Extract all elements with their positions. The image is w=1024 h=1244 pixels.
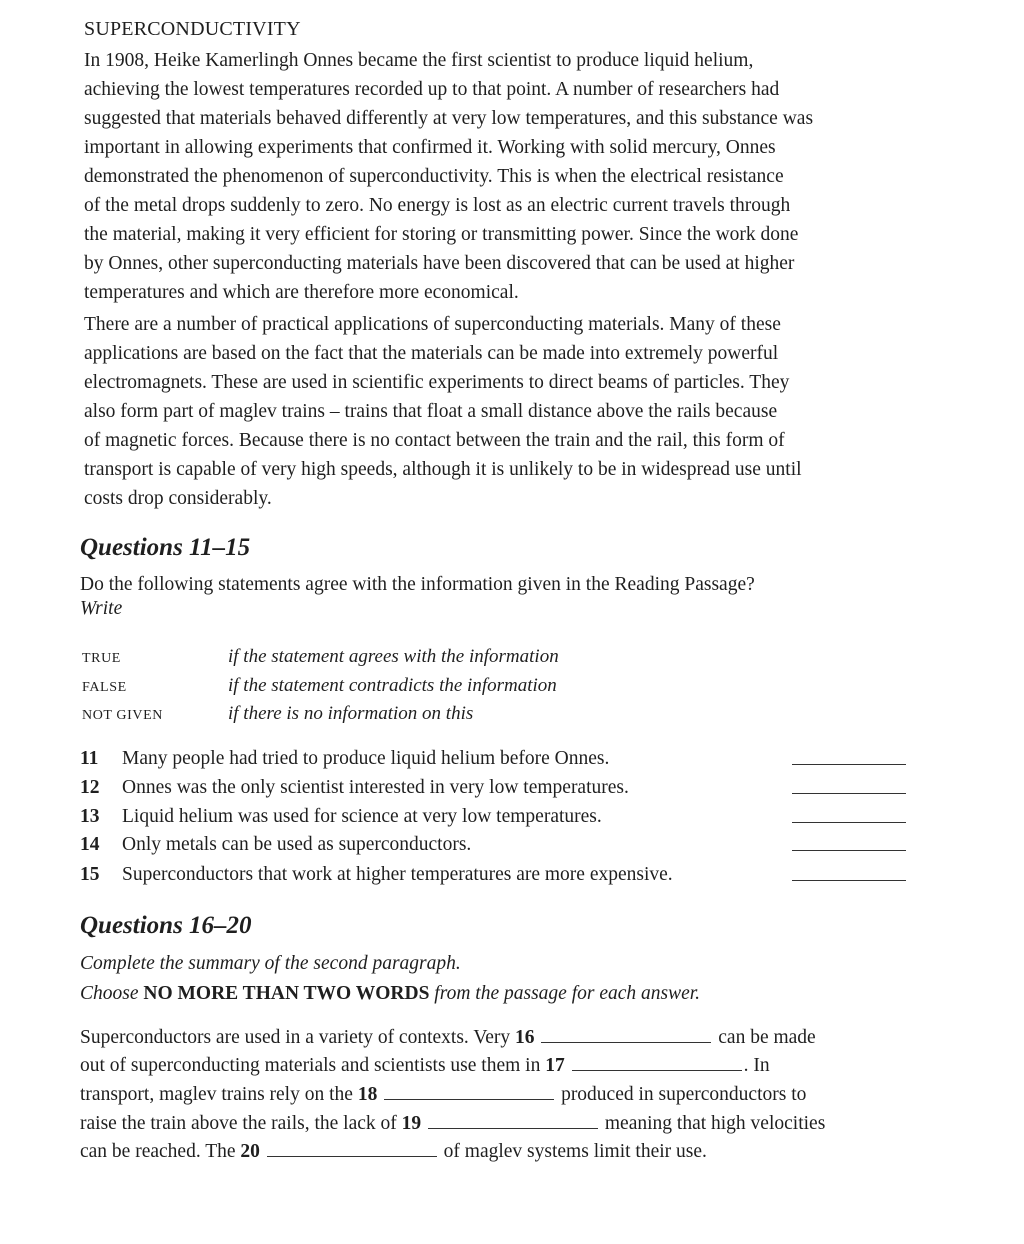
summary-line-17 [80,1055,770,1077]
instruction-pre: Choose [80,983,144,1004]
paragraph-line: by Onnes, other superconducting materials have been discovered that can be used at higher [84,253,795,274]
paragraph-line: costs drop considerably. [84,488,272,509]
question-number: 13 [80,806,100,827]
gap-number-16: 16 [515,1027,535,1048]
gap-blank-20[interactable] [267,1156,437,1157]
summary-text: produced in superconductors to [556,1084,807,1105]
answer-blank-14[interactable] [792,850,906,851]
paragraph-line: electromagnets. These are used in scientific experiments to direct beams of particles. They [84,372,790,393]
word-limit-instruction [80,983,700,1005]
paragraph-line: applications are based on the fact that the materials can be made into extremely powerful [84,343,779,364]
question-row-15 [80,864,910,892]
paragraph-line: also form part of maglev trains – trains that float a small distance above the rails because [84,401,778,422]
gap-number-18: 18 [357,1084,378,1105]
question-row-11 [80,748,910,776]
question-row-13 [80,806,910,834]
section-instruction: Do the following statements agree with the information given in the Reading Passage? [80,574,755,595]
write-label: Write [80,598,123,619]
summary-text: transport, maglev trains rely on the [80,1084,358,1105]
summary-text: can be reached. The [80,1141,241,1162]
summary-text: of maglev systems limit their use. [438,1141,707,1162]
summary-text: can be made [713,1027,816,1048]
summary-text: . In [743,1055,770,1076]
legend-row-true [82,646,559,668]
paragraph-line: of magnetic forces. Because there is no contact between the train and the rail, this form of [84,430,785,451]
paragraph-line: important in allowing experiments that confirmed it. Working with solid mercury, Onnes [84,137,776,158]
legend-row-not-given [82,703,473,725]
paragraph-2 [84,310,924,513]
paragraph-line: of the metal drops suddenly to zero. No energy is lost as an electric current travels through [84,195,791,216]
paragraph-line: the material, making it very efficient for storing or transmitting power. Since the work done [84,224,799,245]
paragraph-line: transport is capable of very high speeds, although it is unlikely to be in widespread use until [84,459,802,480]
legend-row-false [82,675,557,697]
paragraph-line: demonstrated the phenomenon of superconductivity. This is when the electrical resistance [84,166,784,187]
gap-blank-16[interactable] [541,1042,711,1043]
passage-title: SUPERCONDUCTIVITY [84,18,301,40]
question-text: Liquid helium was used for science at very low temperatures. [122,806,602,827]
answer-blank-12[interactable] [792,793,906,794]
paragraph-1 [84,46,924,307]
gap-number-19: 19 [401,1113,422,1134]
summary-text: raise the train above the rails, the lack of [80,1113,402,1134]
summary-line-19 [80,1113,825,1135]
answer-blank-15[interactable] [792,880,906,881]
question-row-12 [80,777,910,805]
gap-blank-19[interactable] [428,1128,598,1129]
section-heading-16-20: Questions 16–20 [80,912,252,939]
instruction-post: from the passage for each answer. [429,983,701,1004]
paragraph-line: temperatures and which are therefore more economical. [84,282,519,303]
legend-key: NOT GIVEN [82,708,163,723]
paragraph-line: In 1908, Heike Kamerlingh Onnes became the first scientist to produce liquid helium, [84,50,754,71]
gap-blank-18[interactable] [384,1099,554,1100]
answer-blank-13[interactable] [792,822,906,823]
summary-line-18 [80,1084,806,1106]
question-number: 11 [80,748,99,769]
question-row-14 [80,834,910,862]
answer-blank-11[interactable] [792,764,906,765]
gap-number-20: 20 [240,1141,260,1162]
summary-line-20 [80,1141,707,1163]
question-number: 12 [80,777,100,798]
summary-text: meaning that high velocities [600,1113,826,1134]
summary-instruction: Complete the summary of the second paragraph. [80,953,461,974]
section-heading-11-15: Questions 11–15 [80,534,251,561]
legend-key: FALSE [82,680,127,695]
legend-meaning: if there is no information on this [228,703,474,724]
gap-blank-17[interactable] [572,1070,742,1071]
gap-number-17: 17 [545,1055,565,1076]
paragraph-line: There are a number of practical applications of superconducting materials. Many of these [84,314,781,335]
question-text: Onnes was the only scientist interested in very low temperatures. [122,777,629,798]
legend-meaning: if the statement agrees with the information [228,646,559,667]
summary-line-16 [80,1027,816,1049]
question-text: Superconductors that work at higher temperatures are more expensive. [122,864,673,885]
legend-meaning: if the statement contradicts the information [228,675,557,696]
question-text: Only metals can be used as superconductors. [122,834,472,855]
summary-text: out of superconducting materials and scientists use them in [80,1055,546,1076]
legend-key: TRUE [82,651,121,666]
question-text: Many people had tried to produce liquid helium before Onnes. [122,748,610,769]
question-number: 15 [80,864,100,885]
paragraph-line: suggested that materials behaved differently at very low temperatures, and this substance was [84,108,814,129]
word-limit-emphasis: NO MORE THAN TWO WORDS [143,983,430,1004]
question-number: 14 [80,834,100,855]
paragraph-line: achieving the lowest temperatures recorded up to that point. A number of researchers had [84,79,780,100]
summary-text: Superconductors are used in a variety of contexts. Very [80,1027,516,1048]
